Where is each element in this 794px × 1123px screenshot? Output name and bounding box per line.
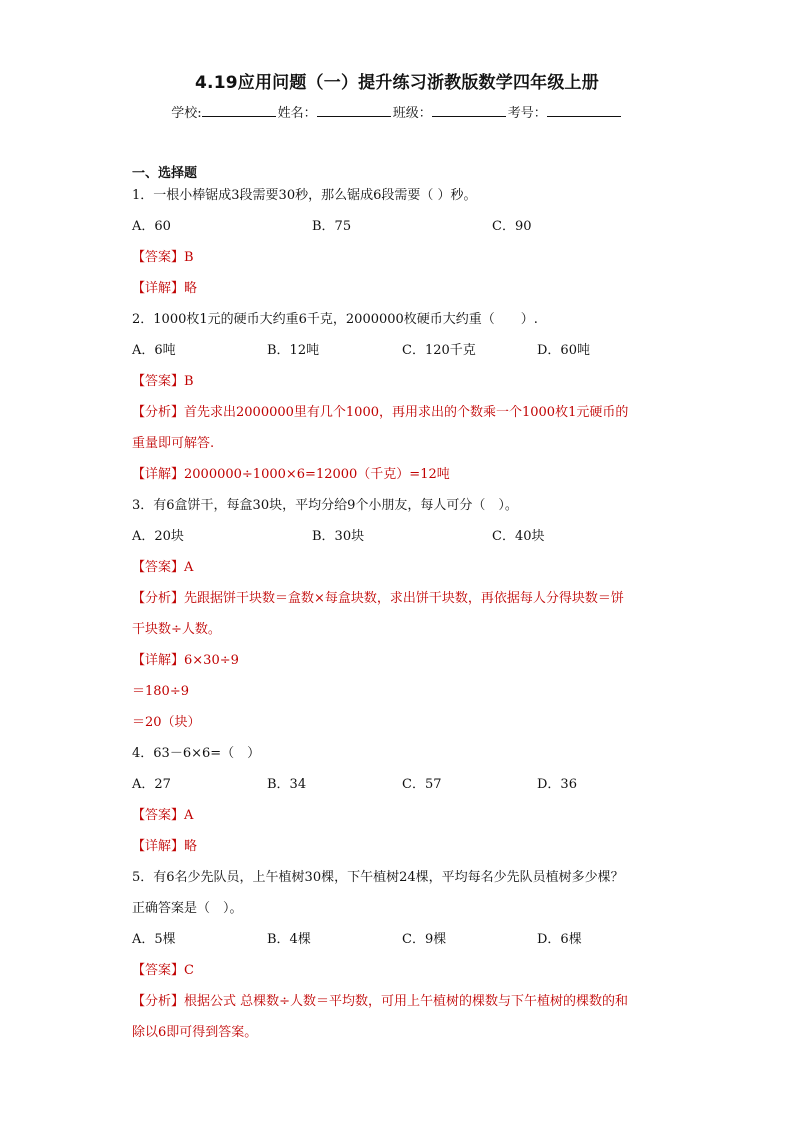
question-4-option-a[interactable]: A．27: [132, 777, 171, 792]
question-1-answer: [132, 248, 672, 268]
answer-tag: 【答案】: [132, 250, 185, 265]
exam-no-blank[interactable]: [547, 104, 621, 117]
answer-tag: 【答案】: [132, 963, 185, 978]
analysis-line-1: 先跟据饼干块数＝盒数×每盒块数，求出饼干块数，再依据每人分得块数＝饼: [184, 591, 624, 606]
student-info-line: [0, 102, 794, 121]
question-2-analysis: [132, 403, 672, 423]
question-5-option-d[interactable]: D．6棵: [537, 932, 582, 947]
question-5-option-c[interactable]: C．9棵: [402, 932, 447, 947]
question-5-option-a[interactable]: A．5棵: [132, 932, 176, 947]
answer-value: B: [184, 374, 194, 389]
question-5-answer: [132, 961, 672, 981]
question-3-options: [132, 527, 672, 547]
question-1-detail: [132, 279, 672, 299]
answer-value: C: [184, 963, 194, 978]
answer-value: A: [184, 560, 194, 575]
question-4-option-c[interactable]: C．57: [402, 777, 442, 792]
detail-tag: 【详解】: [132, 839, 185, 854]
question-4-option-d[interactable]: D．36: [537, 777, 577, 792]
class-blank[interactable]: [432, 104, 506, 117]
question-5-analysis-cont: 除以6即可得到答案。: [132, 1025, 258, 1040]
answer-value: B: [184, 250, 194, 265]
question-4-answer: [132, 806, 672, 826]
question-3-detail-step-3: ＝20（块）: [132, 715, 201, 730]
question-2-options: [132, 341, 672, 361]
question-3-detail: [132, 651, 672, 671]
question-4-detail: [132, 837, 672, 857]
question-1-option-b[interactable]: B．75: [312, 219, 352, 234]
detail-value: 2000000÷1000×6=12000（千克）=12吨: [184, 467, 450, 482]
answer-tag: 【答案】: [132, 374, 185, 389]
section-title: 一、选择题: [132, 166, 198, 181]
school-label: 学校:: [171, 106, 202, 121]
question-1-options: [132, 217, 672, 237]
question-5-stem: 5．有6名少先队员，上午植树30棵，下午植树24棵，平均每名少先队员植树多少棵？: [132, 870, 624, 885]
question-5-analysis: [132, 992, 672, 1012]
question-3-analysis: [132, 589, 672, 609]
detail-tag: 【详解】: [132, 653, 185, 668]
question-2-option-a[interactable]: A．6吨: [132, 343, 176, 358]
exam-no-label: 考号：: [507, 106, 547, 121]
name-blank[interactable]: [317, 104, 391, 117]
question-5-options: [132, 930, 672, 950]
analysis-line-1: 根据公式 总棵数÷人数＝平均数，可用上午植树的棵数与下午植树的棵数的和: [184, 994, 629, 1009]
question-2-stem: 2．1000枚1元的硬币大约重6千克，2000000枚硬币大约重（ ）.: [132, 312, 538, 327]
question-4-stem: 4．63－6×6=（ ）: [132, 746, 261, 761]
answer-tag: 【答案】: [132, 808, 185, 823]
question-5-stem-cont: 正确答案是（ ）。: [132, 901, 243, 916]
question-2-option-d[interactable]: D．60吨: [537, 343, 590, 358]
answer-tag: 【答案】: [132, 560, 185, 575]
analysis-tag: 【分析】: [132, 994, 185, 1009]
detail-tag: 【详解】: [132, 467, 185, 482]
question-4-option-b[interactable]: B．34: [267, 777, 307, 792]
analysis-tag: 【分析】: [132, 591, 185, 606]
question-3-analysis-cont: 干块数÷人数。: [132, 622, 221, 637]
school-blank[interactable]: [202, 104, 276, 117]
detail-line-1: 6×30÷9: [184, 653, 239, 668]
question-2-answer: [132, 372, 672, 392]
question-2-detail: [132, 465, 672, 485]
question-1-option-a[interactable]: A．60: [132, 219, 171, 234]
analysis-tag: 【分析】: [132, 405, 185, 420]
answer-value: A: [184, 808, 194, 823]
analysis-line-1: 首先求出2000000里有几个1000，再用求出的个数乘一个1000枚1元硬币的: [184, 405, 629, 420]
question-3-answer: [132, 558, 672, 578]
question-2-option-b[interactable]: B．12吨: [267, 343, 320, 358]
question-5-option-b[interactable]: B．4棵: [267, 932, 311, 947]
question-4-options: [132, 775, 672, 795]
name-label: 姓名：: [277, 106, 317, 121]
question-3-option-c[interactable]: C．40块: [492, 529, 545, 544]
question-3-option-a[interactable]: A．20块: [132, 529, 184, 544]
question-3-stem: 3．有6盒饼干，每盒30块，平均分给9个小朋友，每人可分（ ）。: [132, 498, 518, 513]
detail-tag: 【详解】: [132, 281, 185, 296]
question-1-stem: 1．一根小棒锯成3段需要30秒，那么锯成6段需要（ ）秒。: [132, 188, 477, 203]
detail-value: 略: [184, 839, 198, 854]
page-title: 4.19应用问题（一）提升练习浙教版数学四年级上册: [195, 73, 599, 93]
question-list: [132, 162, 672, 1054]
question-3-option-b[interactable]: B．30块: [312, 529, 365, 544]
detail-value: 略: [184, 281, 198, 296]
question-1-option-c[interactable]: C．90: [492, 219, 532, 234]
question-3-detail-step-2: ＝180÷9: [132, 684, 189, 699]
question-2-analysis-cont: 重量即可解答.: [132, 436, 215, 451]
class-label: 班级：: [392, 106, 432, 121]
question-2-option-c[interactable]: C．120千克: [402, 343, 476, 358]
